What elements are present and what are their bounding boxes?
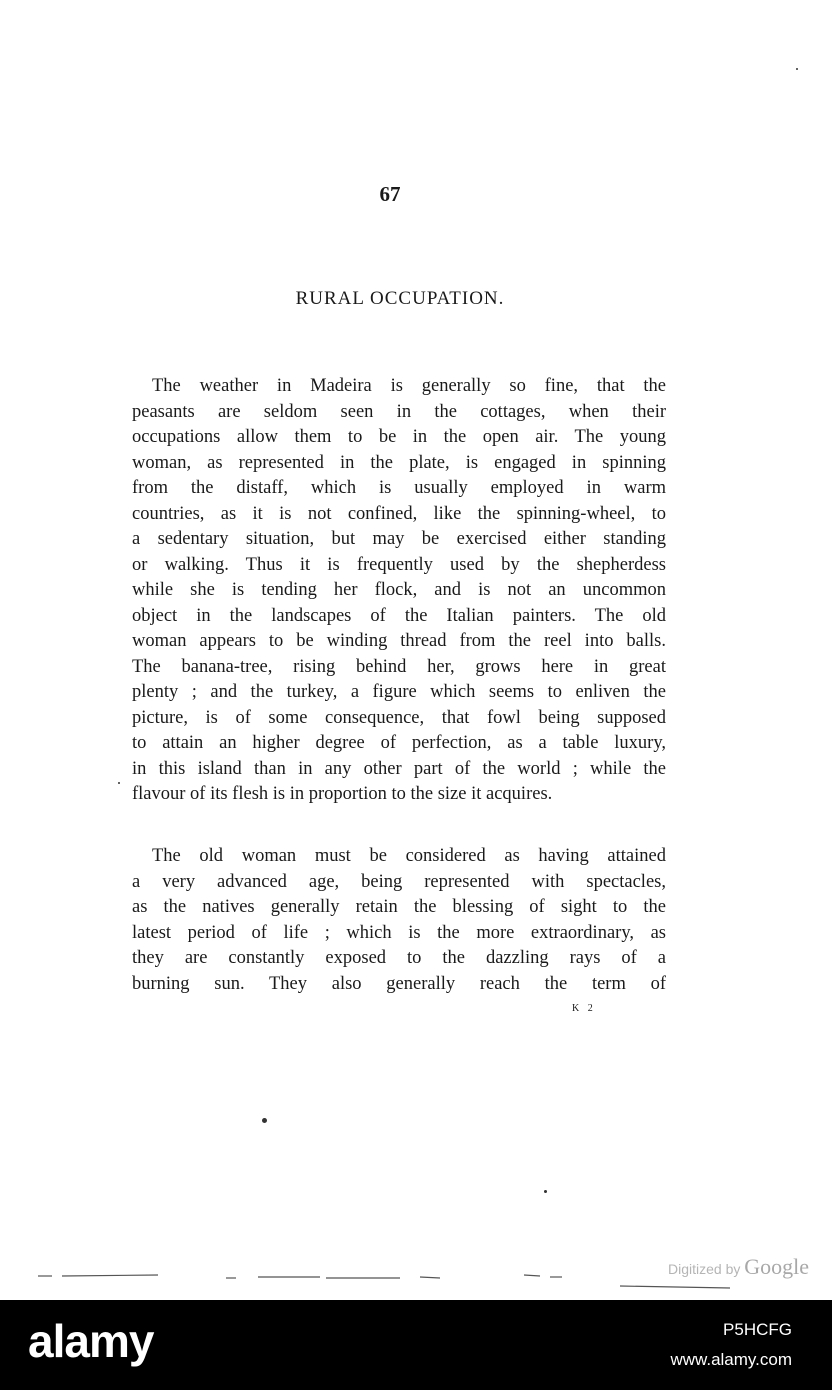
stock-footer-bar <box>0 1300 832 1390</box>
text-line: in this island than in any other part of the world ; while the <box>132 758 666 779</box>
signature-mark: K 2 <box>572 1003 596 1014</box>
text-line: The banana-tree, rising behind her, grows here in great <box>132 656 666 677</box>
text-line: they are constantly exposed to the dazzling rays of a <box>132 948 666 968</box>
text-line: picture, is of some consequence, that fowl being supposed <box>132 707 666 728</box>
text-line: a sedentary situation, but may be exercised either standing <box>132 529 666 549</box>
text-line: flavour of its flesh is in proportion to the size it acquires. <box>132 784 553 804</box>
paragraph-2 <box>132 844 666 997</box>
ink-speck <box>118 782 120 784</box>
text-line: from the distaff, which is usually employed in warm <box>132 478 666 498</box>
text-line: as the natives generally retain the blessing of sight to the <box>132 897 666 917</box>
text-line: woman appears to be winding thread from the reel into balls. <box>132 631 666 651</box>
text-line: occupations allow them to be in the open air. The young <box>132 427 666 447</box>
text-line: plenty ; and the turkey, a figure which seems to enliven the <box>132 682 666 702</box>
text-line: while she is tending her flock, and is not an uncommon <box>132 580 666 600</box>
watermark-prefix: Digitized by <box>668 1261 741 1277</box>
text-line: or walking. Thus it is frequently used by the shepherdess <box>132 554 666 575</box>
page-number: 67 <box>379 182 401 206</box>
text-line: object in the landscapes of the Italian painters. The old <box>132 605 666 626</box>
image-id: P5HCFG <box>723 1320 792 1339</box>
chapter-heading: RURAL OCCUPATION. <box>295 288 505 309</box>
text-line: countries, as it is not confined, like the spinning-wheel, to <box>132 503 666 524</box>
text-line: a very advanced age, being represented with spectacles, <box>132 871 666 892</box>
site-url[interactable]: www.alamy.com <box>670 1350 792 1369</box>
ink-speck <box>262 1118 267 1123</box>
ink-speck <box>544 1190 547 1193</box>
digitized-watermark <box>668 1254 809 1280</box>
text-line: to attain an higher degree of perfection, as a table luxury, <box>132 733 666 753</box>
text-line: burning sun. They also generally reach the term of <box>132 973 666 994</box>
text-line: The old woman must be considered as having attained <box>152 846 666 866</box>
text-line: The weather in Madeira is generally so fine, that the <box>152 376 666 396</box>
google-brand: Google <box>744 1254 810 1279</box>
text-line: woman, as represented in the plate, is engaged in spinning <box>132 452 666 473</box>
text-line: latest period of life ; which is the more extraordinary, as <box>132 922 666 943</box>
ink-speck <box>796 68 798 70</box>
paragraph-1 <box>132 374 666 808</box>
text-line: peasants are seldom seen in the cottages, when their <box>132 401 666 422</box>
alamy-logo: alamy <box>28 1315 154 1367</box>
